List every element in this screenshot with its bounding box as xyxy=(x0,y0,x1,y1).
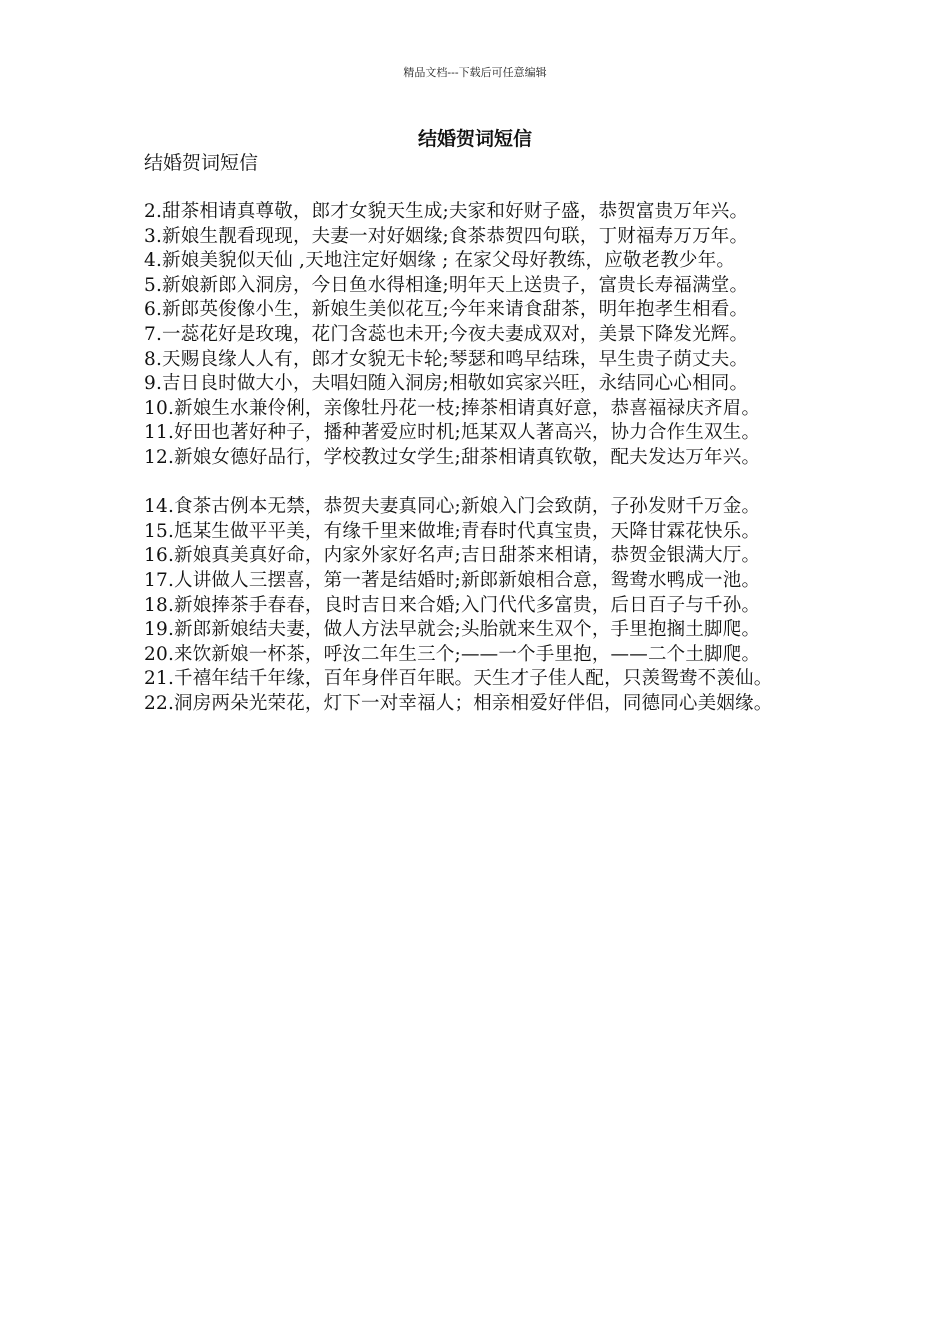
paragraph-gap xyxy=(144,471,806,496)
verse-item: 14.食茶古例本无禁，恭贺夫妻真同心;新娘入门会致荫，子孙发财千万金。 xyxy=(144,496,761,518)
verse-item: 19.新郎新娘结夫妻，做人方法早就会;头胎就来生双个，手里抱搁土脚爬。 xyxy=(144,619,761,641)
verse-item: 3.新娘生靓看现现，夫妻一对好姻缘;食茶恭贺四句联，丁财福寿万万年。 xyxy=(144,225,749,247)
verse-item: 9.吉日良时做大小，夫唱妇随入洞房;相敬如宾家兴旺，永结同心心相同。 xyxy=(144,373,749,395)
verse-item: 17.人讲做人三摆喜，第一著是结婚时;新郎新娘相合意，鸳鸯水鸭成一池。 xyxy=(144,569,761,591)
verse-item: 18.新娘捧茶手春春，良时吉日来合婚;入门代代多富贵，后日百子与千孙。 xyxy=(144,594,761,616)
page-header: 精品文档---下载后可任意编辑 xyxy=(403,66,547,79)
verse-item: 7.一蕊花好是玫瑰，花门含蕊也未开;今夜夫妻成双对，美景下降发光辉。 xyxy=(144,323,749,345)
document-title: 结婚贺词短信 xyxy=(417,128,532,150)
verse-item: 22.洞房两朵光荣花，灯下一对幸福人；相亲相爱好伴侣，同德同心美姻缘。 xyxy=(144,692,773,714)
verse-item: 20.来饮新娘一杯茶，呼汝二年生三个;——一个手里抱，——二个土脚爬。 xyxy=(144,643,761,665)
verse-item: 11.好田也著好种子，播种著爱应时机;尪某双人著高兴，协力合作生双生。 xyxy=(144,422,761,444)
document-body xyxy=(144,200,806,716)
document-subtitle: 结婚贺词短信 xyxy=(144,152,259,174)
verse-item: 2.甜茶相请真尊敬，郎才女貌天生成;夫家和好财子盛，恭贺富贵万年兴。 xyxy=(144,201,749,222)
verse-item: 5.新娘新郎入洞房，今日鱼水得相逢;明年天上送贵子，富贵长寿福满堂。 xyxy=(144,274,749,296)
verse-item: 16.新娘真美真好命，内家外家好名声;吉日甜茶来相请，恭贺金银满大厅。 xyxy=(144,545,761,567)
verse-item: 4.新娘美貌似天仙 ,天地注定好姻缘 ; 在家父母好教练，应敬老教少年。 xyxy=(144,250,736,272)
verse-item: 6.新郎英俊像小生，新娘生美似花互;今年来请食甜茶，明年抱孝生相看。 xyxy=(144,299,749,321)
verse-item: 10.新娘生水兼伶俐，亲像牡丹花一枝;捧茶相请真好意，恭喜福禄庆齐眉。 xyxy=(144,397,761,419)
verse-item: 8.天赐良缘人人有，郎才女貌无卡轮;琴瑟和鸣早结珠，早生贵子荫丈夫。 xyxy=(144,348,749,370)
verse-item: 12.新娘女德好品行，学校教过女学生;甜茶相请真钦敬，配夫发达万年兴。 xyxy=(144,446,761,468)
verse-item: 21.千禧年结千年缘，百年身伴百年眠。天生才子佳人配，只羡鸳鸯不羡仙。 xyxy=(144,668,773,690)
verse-item: 15.尪某生做平平美，有缘千里来做堆;青春时代真宝贵，天降甘霖花快乐。 xyxy=(144,520,761,542)
